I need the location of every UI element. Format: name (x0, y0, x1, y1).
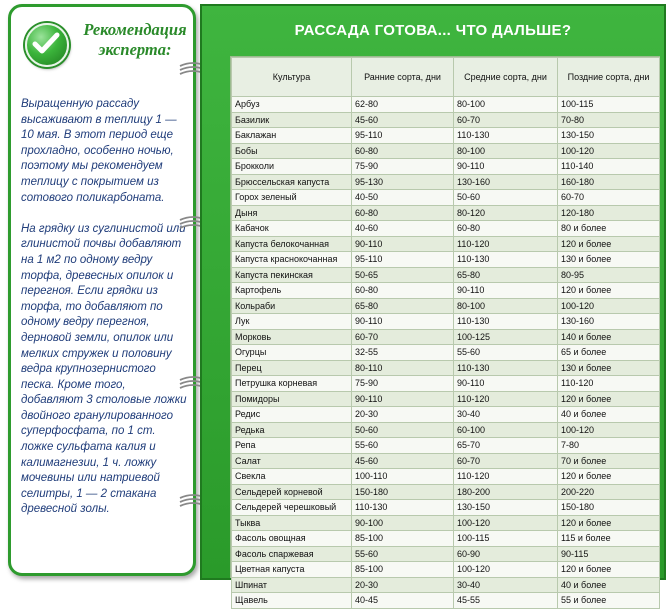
cell-early: 75-90 (352, 376, 454, 392)
table-header-row (232, 58, 660, 97)
cell-culture: Щавель (232, 593, 352, 609)
cell-culture: Сельдерей черешковый (232, 500, 352, 516)
cell-middle: 90-110 (454, 376, 558, 392)
card-header (23, 19, 193, 71)
cell-middle: 60-80 (454, 221, 558, 237)
table-row (232, 298, 660, 314)
cell-late: 70 и более (558, 453, 660, 469)
card-title: Рекомендация эксперта: (83, 20, 187, 59)
cell-early: 95-130 (352, 174, 454, 190)
cell-culture: Репа (232, 438, 352, 454)
table-row (232, 562, 660, 578)
cell-middle: 110-120 (454, 236, 558, 252)
cell-culture: Сельдерей корневой (232, 484, 352, 500)
cell-early: 50-65 (352, 267, 454, 283)
cell-culture: Арбуз (232, 97, 352, 113)
cell-late: 65 и более (558, 345, 660, 361)
cell-middle: 80-100 (454, 143, 558, 159)
cell-late: 60-70 (558, 190, 660, 206)
cell-late: 150-180 (558, 500, 660, 516)
cell-culture: Баклажан (232, 128, 352, 144)
table-body (232, 97, 660, 609)
cell-middle: 60-100 (454, 422, 558, 438)
cell-early: 90-110 (352, 391, 454, 407)
cell-culture: Тыква (232, 515, 352, 531)
cell-middle: 80-120 (454, 205, 558, 221)
table-row (232, 252, 660, 268)
cell-early: 150-180 (352, 484, 454, 500)
cell-culture: Фасоль овощная (232, 531, 352, 547)
cell-early: 80-110 (352, 360, 454, 376)
cell-late: 7-80 (558, 438, 660, 454)
cell-culture: Шпинат (232, 577, 352, 593)
cell-early: 60-80 (352, 205, 454, 221)
table-row (232, 314, 660, 330)
table-row (232, 484, 660, 500)
cell-middle: 60-70 (454, 453, 558, 469)
cell-middle: 80-100 (454, 298, 558, 314)
cell-culture: Базилик (232, 112, 352, 128)
cell-early: 20-30 (352, 407, 454, 423)
cell-culture: Фасоль спаржевая (232, 546, 352, 562)
cell-early: 85-100 (352, 531, 454, 547)
cell-early: 100-110 (352, 469, 454, 485)
table-row (232, 205, 660, 221)
table-row (232, 128, 660, 144)
cell-culture: Огурцы (232, 345, 352, 361)
cell-late: 40 и более (558, 577, 660, 593)
table-row (232, 515, 660, 531)
cell-late: 130-150 (558, 128, 660, 144)
cell-late: 200-220 (558, 484, 660, 500)
cell-culture: Капуста краснокочанная (232, 252, 352, 268)
cell-early: 55-60 (352, 438, 454, 454)
cell-culture: Брокколи (232, 159, 352, 175)
cell-culture: Дыня (232, 205, 352, 221)
cell-early: 45-60 (352, 112, 454, 128)
cell-middle: 65-80 (454, 267, 558, 283)
cell-late: 120 и более (558, 469, 660, 485)
cell-culture: Кольраби (232, 298, 352, 314)
cell-late: 130 и более (558, 360, 660, 376)
cell-culture: Картофель (232, 283, 352, 299)
cell-middle: 80-100 (454, 97, 558, 113)
table-row (232, 283, 660, 299)
cell-early: 90-110 (352, 236, 454, 252)
table-row (232, 422, 660, 438)
cell-late: 100-120 (558, 143, 660, 159)
card-text: Выращенную рассаду высаживают в теплицу 1 — 10 мая. В этот период еще прохладно, особенно ночью, поэтому мы рекомендуем теплицу с покрытием из сотового поликарбоната. На грядку из суглинистой или глинистой почвы добавляют на 1 м2 по одному ведру торфа, древесных опилок и перегноя. Если грядки из торфа, то добавляют по одному ведру перегноя, дерновой земли, опилок или мелких стружек и половину ведра крупнозернистого песка. Кроме того, добавляют 3 столовые ложки двойного гранулированного суперфосфата, по 1 ст. ложке сульфата калия и калимагнезии, 1 ч. ложку мочевины или натриевой селитры, 1 — 2 стакана древесной золы. (21, 98, 187, 516)
cell-early: 60-70 (352, 329, 454, 345)
table-container (230, 56, 660, 606)
cell-late: 55 и более (558, 593, 660, 609)
cell-middle: 130-160 (454, 174, 558, 190)
table-row (232, 453, 660, 469)
table-row (232, 438, 660, 454)
cell-middle: 100-115 (454, 531, 558, 547)
cell-middle: 100-120 (454, 562, 558, 578)
cell-late: 100-120 (558, 422, 660, 438)
cell-early: 85-100 (352, 562, 454, 578)
cell-late: 120 и более (558, 515, 660, 531)
table-row (232, 221, 660, 237)
expert-card (8, 4, 196, 576)
table-row (232, 174, 660, 190)
cell-culture: Помидоры (232, 391, 352, 407)
cell-middle: 30-40 (454, 407, 558, 423)
table-row (232, 469, 660, 485)
cell-middle: 100-125 (454, 329, 558, 345)
cell-culture: Капуста белокочанная (232, 236, 352, 252)
cell-middle: 50-60 (454, 190, 558, 206)
cell-middle: 130-150 (454, 500, 558, 516)
cell-middle: 65-70 (454, 438, 558, 454)
cell-late: 130 и более (558, 252, 660, 268)
table-row (232, 376, 660, 392)
cell-late: 80-95 (558, 267, 660, 283)
table-row (232, 345, 660, 361)
table-row (232, 360, 660, 376)
cell-early: 32-55 (352, 345, 454, 361)
cell-middle: 110-130 (454, 252, 558, 268)
cell-middle: 110-130 (454, 128, 558, 144)
cell-late: 160-180 (558, 174, 660, 190)
cell-middle: 90-110 (454, 159, 558, 175)
cell-middle: 100-120 (454, 515, 558, 531)
cell-middle: 60-90 (454, 546, 558, 562)
cell-early: 95-110 (352, 252, 454, 268)
cell-early: 60-80 (352, 283, 454, 299)
cell-culture: Перец (232, 360, 352, 376)
cell-culture: Цветная капуста (232, 562, 352, 578)
cell-late: 120 и более (558, 562, 660, 578)
table-row (232, 407, 660, 423)
cell-late: 140 и более (558, 329, 660, 345)
cell-early: 40-45 (352, 593, 454, 609)
cell-early: 110-130 (352, 500, 454, 516)
cell-early: 50-60 (352, 422, 454, 438)
header-culture: Культура (232, 58, 352, 97)
cell-middle: 110-120 (454, 469, 558, 485)
panel-title: РАССАДА ГОТОВА... ЧТО ДАЛЬШЕ? (294, 22, 572, 39)
table-row (232, 190, 660, 206)
cell-culture: Бобы (232, 143, 352, 159)
table-row (232, 500, 660, 516)
checkmark-icon (25, 23, 69, 67)
cell-early: 40-60 (352, 221, 454, 237)
cell-culture: Кабачок (232, 221, 352, 237)
cell-middle: 110-130 (454, 360, 558, 376)
cell-late: 80 и более (558, 221, 660, 237)
cell-culture: Петрушка корневая (232, 376, 352, 392)
cell-early: 90-100 (352, 515, 454, 531)
ripening-table (231, 57, 660, 609)
cell-late: 70-80 (558, 112, 660, 128)
cell-culture: Лук (232, 314, 352, 330)
cell-late: 110-120 (558, 376, 660, 392)
info-panel (200, 4, 666, 606)
cell-late: 90-115 (558, 546, 660, 562)
table-row (232, 112, 660, 128)
cell-culture: Салат (232, 453, 352, 469)
table-row (232, 143, 660, 159)
cell-late: 130-160 (558, 314, 660, 330)
cell-late: 110-140 (558, 159, 660, 175)
cell-early: 65-80 (352, 298, 454, 314)
cell-culture: Морковь (232, 329, 352, 345)
cell-late: 120 и более (558, 236, 660, 252)
table-row (232, 97, 660, 113)
cell-early: 90-110 (352, 314, 454, 330)
cell-culture: Редис (232, 407, 352, 423)
cell-late: 100-120 (558, 298, 660, 314)
cell-middle: 180-200 (454, 484, 558, 500)
cell-middle: 30-40 (454, 577, 558, 593)
table-row (232, 267, 660, 283)
header-early: Ранние сорта, дни (352, 58, 454, 97)
cell-early: 40-50 (352, 190, 454, 206)
cell-early: 75-90 (352, 159, 454, 175)
cell-early: 45-60 (352, 453, 454, 469)
table-row (232, 391, 660, 407)
table-row (232, 159, 660, 175)
table-row (232, 593, 660, 609)
table-row (232, 329, 660, 345)
cell-culture: Брюссельская капуста (232, 174, 352, 190)
cell-middle: 110-130 (454, 314, 558, 330)
cell-early: 62-80 (352, 97, 454, 113)
cell-late: 120 и более (558, 283, 660, 299)
cell-late: 120 и более (558, 391, 660, 407)
cell-early: 60-80 (352, 143, 454, 159)
cell-middle: 60-70 (454, 112, 558, 128)
header-middle: Средние сорта, дни (454, 58, 558, 97)
cell-late: 120-180 (558, 205, 660, 221)
header-late: Поздние сорта, дни (558, 58, 660, 97)
cell-middle: 55-60 (454, 345, 558, 361)
cell-middle: 45-55 (454, 593, 558, 609)
cell-culture: Капуста пекинская (232, 267, 352, 283)
table-row (232, 577, 660, 593)
table-row (232, 531, 660, 547)
cell-middle: 110-120 (454, 391, 558, 407)
cell-culture: Горох зеленый (232, 190, 352, 206)
cell-culture: Свекла (232, 469, 352, 485)
cell-late: 100-115 (558, 97, 660, 113)
cell-culture: Редька (232, 422, 352, 438)
table-row (232, 236, 660, 252)
cell-early: 95-110 (352, 128, 454, 144)
cell-early: 20-30 (352, 577, 454, 593)
table-row (232, 546, 660, 562)
cell-late: 40 и более (558, 407, 660, 423)
cell-middle: 90-110 (454, 283, 558, 299)
cell-late: 115 и более (558, 531, 660, 547)
cell-early: 55-60 (352, 546, 454, 562)
